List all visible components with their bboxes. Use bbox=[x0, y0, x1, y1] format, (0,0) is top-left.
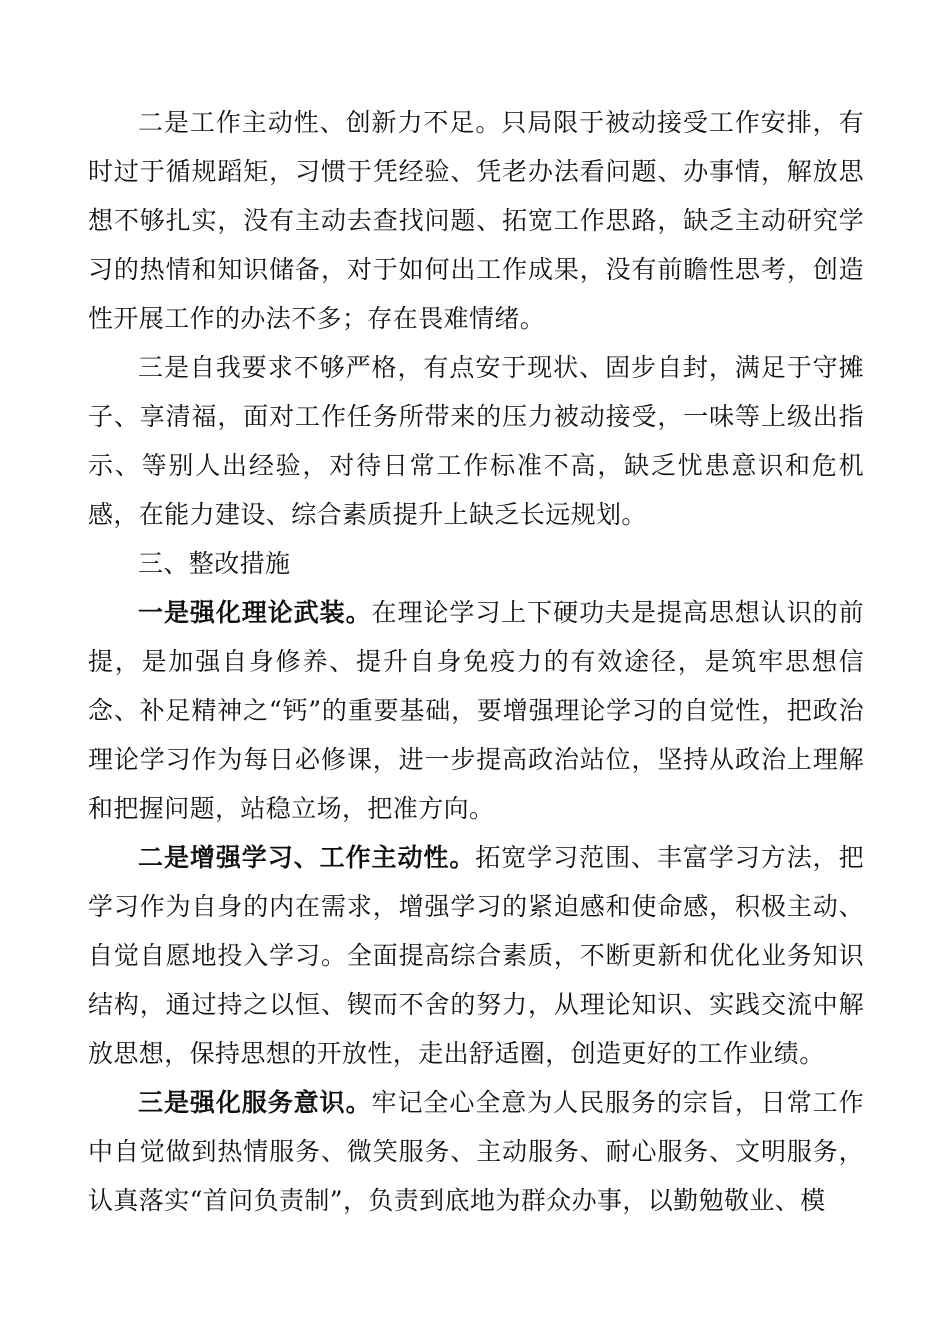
paragraph-measure-service bbox=[88, 1078, 864, 1225]
measure-theory-body: 在理论学习上下硬功夫是提高思想认识的前提，是加强自身修养、提升自身免疫力的有效途径，是筑牢思想信念、补足精神之“钙”的重要基础，要增强理论学习的自觉性，把政治理论学习作为每日必修课，进一步提高政治站位，坚持从政治上理解和把握问题，站稳立场，把准方向。 bbox=[88, 598, 864, 823]
paragraph-initiative-issue: 二是工作主动性、创新力不足。只局限于被动接受工作安排，有时过于循规蹈矩，习惯于凭经验、凭老办法看问题、办事情，解放思想不够扎实，没有主动去查找问题、拓宽工作思路，缺乏主动研究学习的热情和知识储备，对于如何出工作成果，没有前瞻性思考，创造性开展工作的办法不多；存在畏难情绪。 bbox=[88, 108, 864, 333]
document-page bbox=[88, 98, 864, 1225]
paragraph-measure-theory bbox=[88, 588, 864, 833]
measure-service-lead: 三是强化服务意识。 bbox=[138, 1088, 372, 1117]
measure-learning-lead: 二是增强学习、工作主动性。 bbox=[138, 843, 476, 872]
paragraph-measure-learning bbox=[88, 833, 864, 1078]
measure-learning-body: 拓宽学习范围、丰富学习方法，把学习作为自身的内在需求，增强学习的紧迫感和使命感，积极主动、自觉自愿地投入学习。全面提高综合素质，不断更新和优化业务知识结构，通过持之以恒、锲而不舍的努力，从理论知识、实践交流中解放思想，保持思想的开放性，走出舒适圈，创造更好的工作业绩。 bbox=[88, 843, 864, 1068]
paragraph-self-discipline-issue: 三是自我要求不够严格，有点安于现状、固步自封，满足于守摊子、享清福，面对工作任务所带来的压力被动接受，一味等上级出指示、等别人出经验，对待日常工作标准不高，缺乏忧患意识和危机感，在能力建设、综合素质提升上缺乏长远规划。 bbox=[88, 353, 864, 529]
measure-service-body: 牢记全心全意为人民服务的宗旨，日常工作中自觉做到热情服务、微笑服务、主动服务、耐心服务、文明服务，认真落实“首问负责制”，负责到底地为群众办事，以勤勉敬业、模 bbox=[88, 1088, 864, 1215]
measure-theory-lead: 一是强化理论武装。 bbox=[138, 598, 372, 627]
section-heading: 三、整改措施 bbox=[138, 549, 291, 578]
